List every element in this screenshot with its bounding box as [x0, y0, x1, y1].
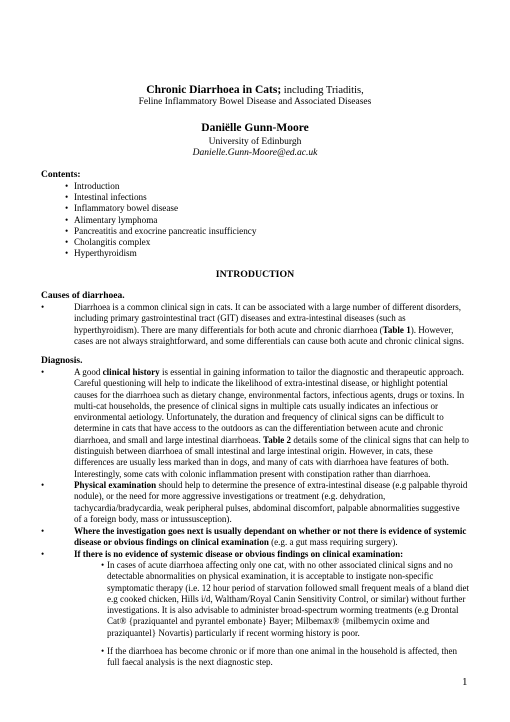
- bullet-icon: •: [41, 367, 45, 377]
- contents-item: • Hyperthyroidism: [65, 248, 137, 259]
- introduction-heading: INTRODUCTION: [215, 269, 295, 280]
- paper-title: [0, 84, 510, 97]
- contents-item: • Introduction: [65, 181, 120, 191]
- contents-item: • Cholangitis complex: [65, 236, 151, 247]
- acute-diarrhoea-paragraph: In cases of acute diarrhoea affecting only one cat, with no other associated clinical signs and no detectable abnormalities on physical examination, it is acceptable to instigate non-specific symptomatic therapy (i.e. 12 hour period of starvation followed small frequent meals of a bland diet e.g cooked chicken, Hills i/d, Waltham/Royal Canin Sensitivity Control, or similar) without further investigations. It is also advisable to administer broad-spectrum worming treatments (e.g Drontal Cat® {praziquantel and pyrantel embonate} Bayer; Milbemax® {milbemycin oxime and praziquantel} Novartis) particularly if recent worming history is poor.: [107, 560, 470, 638]
- bullet-icon: •: [41, 526, 45, 536]
- contents-item: • Alimentary lymphoma: [65, 214, 158, 225]
- causes-heading: Causes of diarrhoea.: [41, 291, 125, 301]
- diagnosis-heading: Diagnosis.: [41, 356, 83, 366]
- clinical-history-paragraph: A good clinical history is essential in gaining information to tailor the diagnostic and therapeutic approach. Careful questioning will help to indicate the likelihood of extra-intestinal disease, or highlight potential causes for the diarrhoea such as dietary change, environmental factors, infectious agents, drugs or toxins. In multi-cat households, the presence of clinical signs in multiple cats usually indicates an infectious or environmental aetiology. Unfortunately, the duration and frequency of clinical signs can be difficult to determine in cats that have access to the outdoors as can the differentiation between acute and chronic diarrhoea, and small and large intestinal diarrhoeas. Table 2 details some of the clinical signs that can help to distinguish between diarrhoea of small intestinal and large intestinal origin. However, in cats, these differences are usually less marked than in dogs, and many of cats with diarrhoea have features of both. Interestingly, some cats with colonic inflammation present with constipation rather than diarrhoea.: [74, 367, 469, 479]
- physical-exam-paragraph: Physical examination should help to determine the presence of extra-intestinal disease (e.g palpable thyroid nodule), or the need for more aggressive investigations or treatment (e.g. dehydration, tachycardia/bradycardia, weak peripheral pulses, abdominal discomfort, palpable abnormalities suggestive of a foreign body, mass or intussusception).: [74, 480, 468, 524]
- contents-item: • Inflammatory bowel disease: [65, 203, 179, 214]
- page-number: 1: [462, 676, 468, 688]
- bullet-icon: •: [41, 480, 45, 490]
- causes-paragraph: Diarrhoea is a common clinical sign in cats. It can be associated with a large number of different disorders, including primary gastrointestinal tract (GIT) diseases and extra-intestinal diseases (such as hyperthyroidism). There are many differentials for both acute and chronic diarrhoea (Table 1). However, cases are not always straightforward, and some differentials can cause both acute and chronic clinical signs.: [74, 302, 464, 346]
- bullet-icon: •: [65, 214, 69, 225]
- bullet-icon: •: [65, 181, 69, 191]
- contents-item: • Pancreatitis and exocrine pancreatic insufficiency: [65, 225, 257, 236]
- table-1-ref: Table 1: [382, 324, 411, 335]
- bullet-icon: •: [41, 549, 45, 559]
- bullet-icon: •: [101, 646, 105, 656]
- contents-item: • Intestinal infections: [65, 192, 147, 203]
- paper-subtitle: Feline Inflammatory Bowel Disease and Associated Diseases: [138, 97, 372, 107]
- table-2-ref: Table 2: [263, 434, 292, 445]
- author-email: Danielle.Gunn-Moore@ed.ac.uk: [192, 148, 318, 158]
- paper-title-rest: including Triaditis,: [281, 85, 364, 96]
- bullet-icon: •: [41, 302, 45, 312]
- bullet-icon: •: [65, 225, 69, 236]
- contents-heading: Contents:: [41, 170, 81, 180]
- chronic-diarrhoea-paragraph: If the diarrhoea has become chronic or if more than one animal in the household is affected, then full faecal analysis is the next diagnostic step.: [107, 646, 458, 668]
- investigation-paragraph: Where the investigation goes next is usually dependant on whether or not there is evidence of systemic disease or obvious findings on clinical examination (e.g. a gut mass requiring surgery).: [74, 526, 467, 548]
- bullet-icon: •: [65, 203, 69, 214]
- bullet-icon: •: [101, 560, 105, 570]
- bullet-icon: •: [65, 248, 69, 259]
- contents-list: [0, 181, 510, 259]
- author-affiliation: University of Edinburgh: [208, 137, 302, 147]
- paper-title-main: Chronic Diarrhoea in Cats;: [146, 84, 282, 96]
- no-systemic-heading: If there is no evidence of systemic disease or obvious findings on clinical examination:: [74, 549, 404, 559]
- bullet-icon: •: [65, 236, 69, 247]
- bullet-icon: •: [65, 192, 69, 203]
- author-name: Daniëlle Gunn-Moore: [201, 122, 309, 134]
